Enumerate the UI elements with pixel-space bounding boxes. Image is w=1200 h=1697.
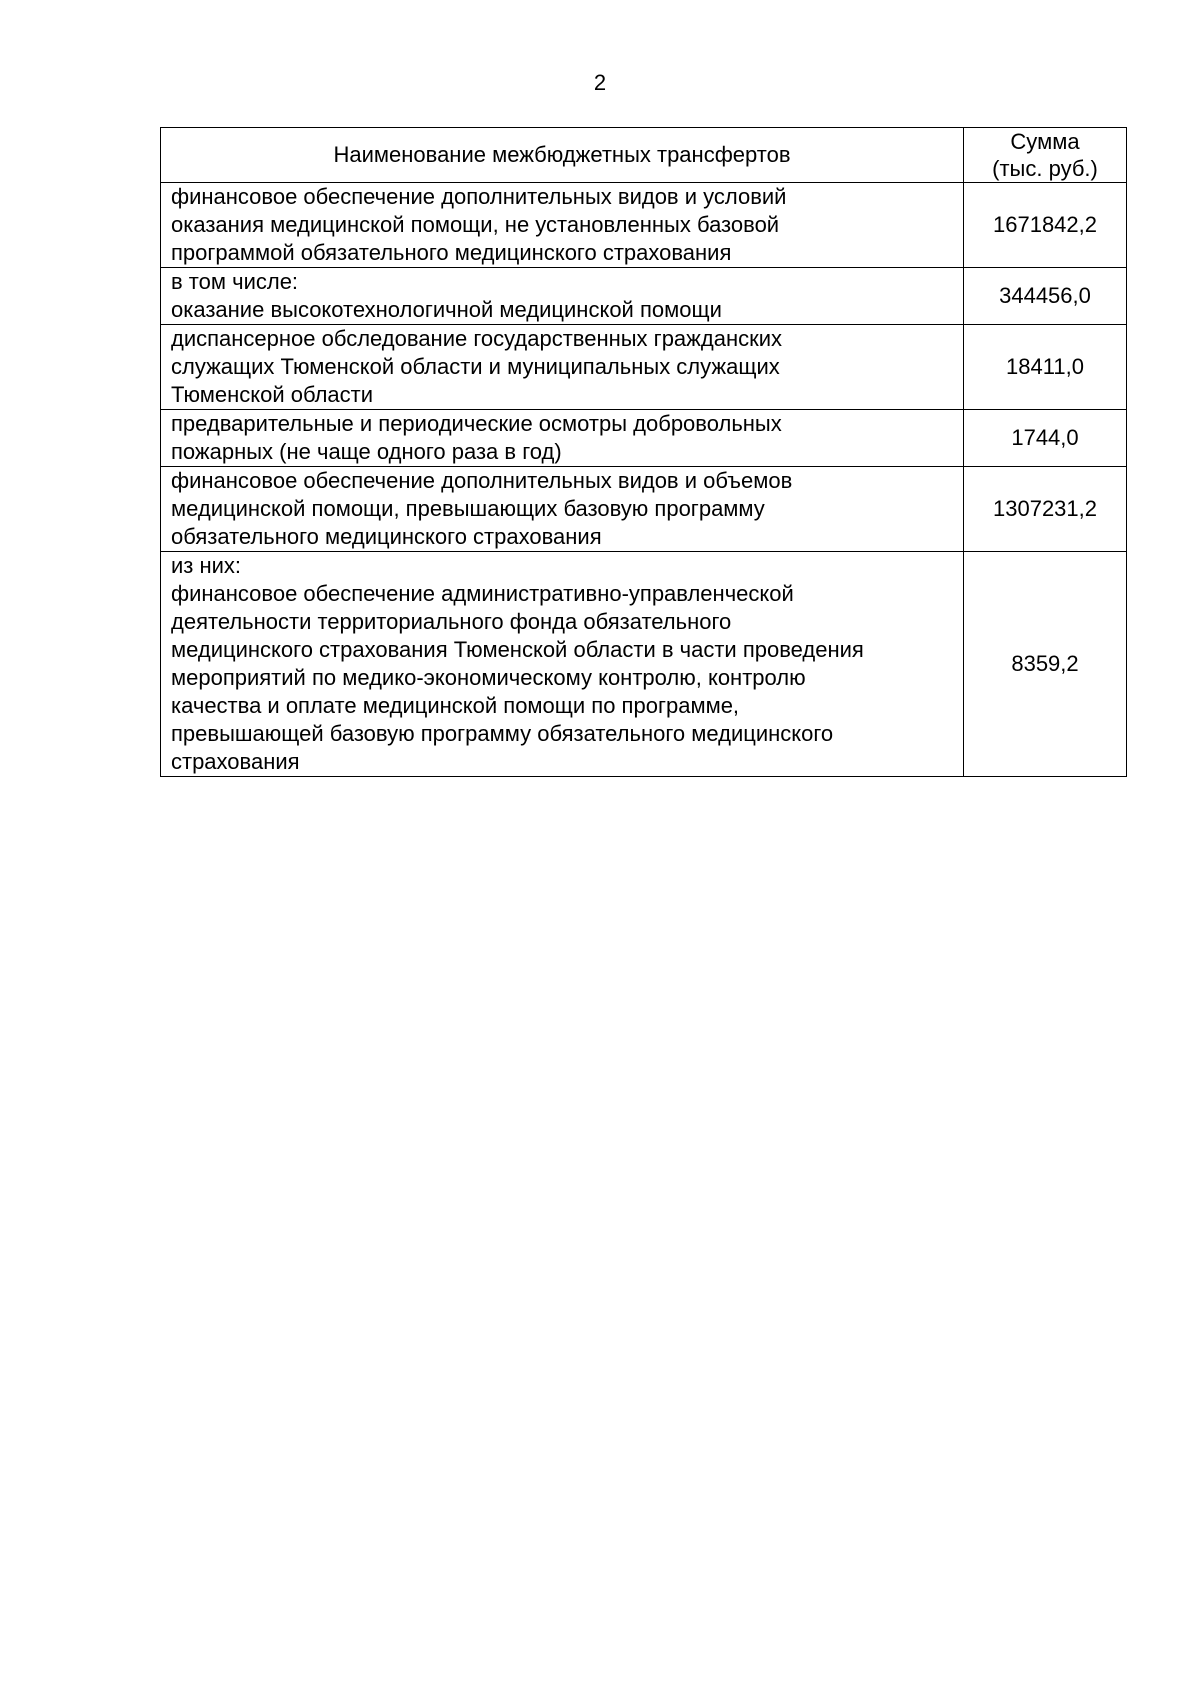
table-row	[161, 183, 1127, 268]
row-name: финансовое обеспечение дополнительных видов и объемов медицинской помощи, превышающих базовую программу обязательного медицинского страхования	[161, 467, 964, 552]
row-sum: 18411,0	[964, 325, 1127, 410]
row-name: диспансерное обследование государственных гражданских служащих Тюменской области и муниципальных служащих Тюменской области	[161, 325, 964, 410]
table-row	[161, 552, 1127, 777]
table-row	[161, 410, 1127, 467]
header-sum-line1: Сумма	[1010, 129, 1080, 154]
transfers-table	[160, 127, 1127, 777]
table-header-row	[161, 128, 1127, 183]
header-sum-line2: (тыс. руб.)	[992, 156, 1098, 181]
row-name: из них: финансовое обеспечение административно-управленческой деятельности территориального фонда обязательного медицинского страхования Тюменской области в части проведения мероприятий по медико-экономическому контролю, контролю качества и оплате медицинской помощи по программе, превышающей базовую программу обязательного медицинского страхования	[161, 552, 964, 777]
page-number: 2	[593, 70, 607, 95]
row-sum: 344456,0	[964, 268, 1127, 325]
row-sum: 8359,2	[964, 552, 1127, 777]
header-sum-column	[964, 128, 1127, 183]
row-sum: 1671842,2	[964, 183, 1127, 268]
header-name-column: Наименование межбюджетных трансфертов	[161, 128, 964, 183]
row-name: финансовое обеспечение дополнительных видов и условий оказания медицинской помощи, не установленных базовой программой обязательного медицинского страхования	[161, 183, 964, 268]
row-sum: 1307231,2	[964, 467, 1127, 552]
row-name: в том числе: оказание высокотехнологичной медицинской помощи	[161, 268, 964, 325]
table-row	[161, 268, 1127, 325]
row-sum: 1744,0	[964, 410, 1127, 467]
table-row	[161, 325, 1127, 410]
table-row	[161, 467, 1127, 552]
row-name: предварительные и периодические осмотры добровольных пожарных (не чаще одного раза в год)	[161, 410, 964, 467]
